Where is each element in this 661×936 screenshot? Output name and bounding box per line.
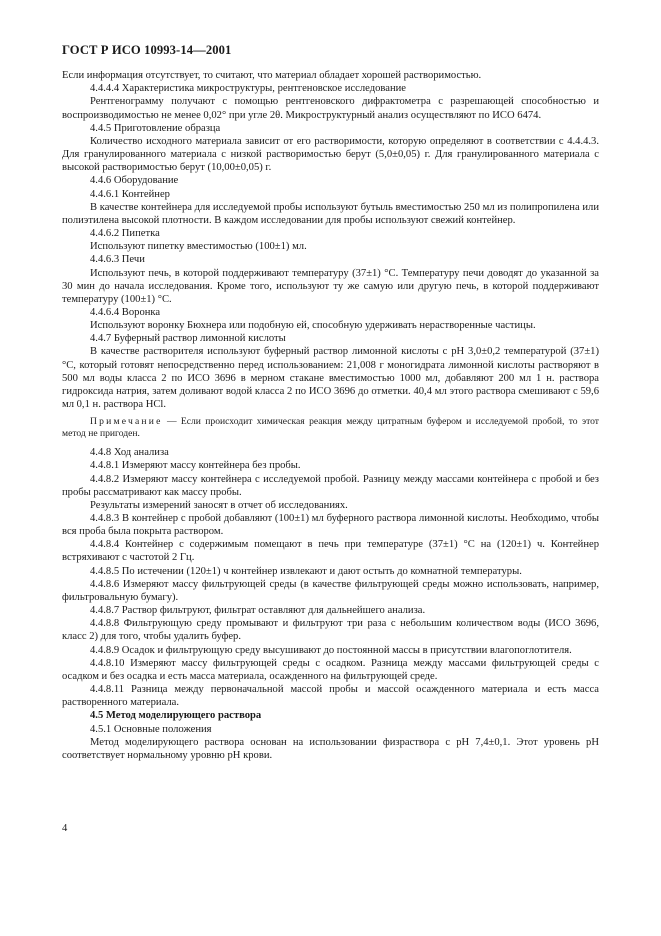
note [62, 416, 599, 440]
paragraph: 4.4.8 Ход анализа [90, 447, 169, 459]
paragraph: Используют воронку Бюхнера или подобную ей, способную удерживать нерастворенные частицы. [90, 320, 536, 332]
paragraph: Используют печь, в которой поддерживают температуру (37±1) °C. Температуру печи доводят до указанной за 30 мин до начала исследования. Кроме того, используют ту же самую или другую печь, в которой поддерживают температуру (100±1) °C. [62, 267, 599, 305]
paragraph: 4.4.5 Приготовление образца [90, 122, 221, 134]
paragraph: 4.4.8.1 Измеряют массу контейнера без пробы. [90, 460, 301, 472]
paragraph: 4.4.6.3 Печи [90, 254, 145, 266]
body-block-1 [62, 69, 599, 411]
paragraph: 4.4.6.2 Пипетка [90, 228, 160, 240]
paragraph: В качестве растворителя используют буферный раствор лимонной кислоты с pH 3,0±0,2 температурой (37±1) °C, который готовят непосредственно перед использованием: 21,008 г моногидрата лимонной кислоты растворяют в 500 мл воды класса 2 по ИСО 3696 в мерном стакане вместимостью 1000 мл, добавляют 200 мл 1 н. раствора гидроксида натрия, затем доливают водой класса 2 по ИСО 3696 до отметки. 40,4 мл этого раствора смешивают с 59,6 мл 0,1 н. раствора HCl. [62, 346, 599, 411]
note-text: — Если происходит химическая реакция между цитратным буфером и исследуемой пробой, то этот метод не пригоден. [62, 416, 599, 440]
paragraph: 4.4.8.3 В контейнер с пробой добавляют (100±1) мл буферного раствора лимонной кислоты. Необходимо, чтобы вся проба была покрыта раствором. [62, 513, 599, 538]
section-heading: 4.5 Метод моделирующего раствора [90, 710, 262, 722]
paragraph: 4.4.6.1 Контейнер [90, 188, 170, 200]
paragraph: 4.4.7 Буферный раствор лимонной кислоты [90, 333, 286, 345]
document-header: ГОСТ Р ИСО 10993-14—2001 [62, 43, 232, 57]
body-block-3 [62, 723, 599, 762]
paragraph: Количество исходного материала зависит от его растворимости, которую определяют в соответствии с 4.4.4.3. Для гранулированного материала с низкой растворимостью берут (5,0±0,05) г. Для гранулированного материала с высокой растворимостью берут (10,00±0,05) г. [62, 135, 599, 174]
paragraph: В качестве контейнера для исследуемой пробы используют бутыль вместимостью 250 мл из полипропилена или полиэтилена высокой плотности. В каждом исследовании для пробы используют свежий контейнер. [62, 201, 599, 226]
paragraph: 4.5.1 Основные положения [90, 723, 212, 735]
paragraph: 4.4.6 Оборудование [90, 175, 179, 187]
paragraph: Если информация отсутствует, то считают, что материал обладает хорошей растворимостью. [62, 70, 482, 82]
paragraph: 4.4.8.2 Измеряют массу контейнера с исследуемой пробой. Разницу между массами контейнера с пробой и без пробы рассматривают как массу пробы. [62, 473, 599, 498]
paragraph: 4.4.8.8 Фильтрующую среду промывают и фильтруют три раза с небольшим количеством воды (ИСО 3696, класс 2) для того, чтобы удалить буфер. [62, 618, 599, 643]
body-block-2 [62, 446, 599, 709]
paragraph: 4.4.8.5 По истечении (120±1) ч контейнер извлекают и дают остыть до комнатной температуры. [90, 565, 522, 577]
page-number: 4 [62, 823, 68, 834]
paragraph: 4.4.8.4 Контейнер с содержимым помещают в печь при температуре (37±1) °C на (120±1) ч. Контейнер встряхивают с частотой 2 Гц. [62, 539, 599, 564]
paragraph: Метод моделирующего раствора основан на использовании физраствора с pH 7,4±0,1. Этот уровень pH соответствует нормальному уровню pH крови. [62, 736, 599, 761]
paragraph: 4.4.8.10 Измеряют массу фильтрующей среды с осадком. Разница между массами фильтрующей среды с осадком и без осадка и есть масса материала, осажденного на фильтрующей среде. [62, 657, 599, 682]
paragraph: Результаты измерений заносят в отчет об исследованиях. [90, 499, 348, 511]
paragraph: 4.4.8.6 Измеряют массу фильтрующей среды (в качестве фильтрующей среды можно использовать, например, фильтровальную бумагу). [62, 578, 599, 603]
paragraph: 4.4.8.11 Разница между первоначальной массой пробы и массой осажденного материала и есть масса растворенного материала. [62, 684, 599, 709]
paragraph: Используют пипетку вместимостью (100±1) мл. [90, 241, 307, 253]
paragraph: 4.4.8.7 Раствор фильтруют, фильтрат оставляют для дальнейшего анализа. [90, 605, 426, 617]
paragraph: 4.4.6.4 Воронка [90, 306, 161, 318]
note-label: Примечание [90, 416, 163, 428]
paragraph: 4.4.4.4 Характеристика микроструктуры, рентгеновское исследование [90, 83, 406, 95]
paragraph: 4.4.8.9 Осадок и фильтрующую среду высушивают до постоянной массы в присутствии влагопоглотителя. [90, 644, 572, 656]
paragraph: Рентгенограмму получают с помощью рентгеновского дифрактометра с разрешающей способностью и воспроизводимостью не менее 0,02° при угле 2θ. Микроструктурный анализ осуществляют по ИСО 6474. [62, 96, 599, 121]
